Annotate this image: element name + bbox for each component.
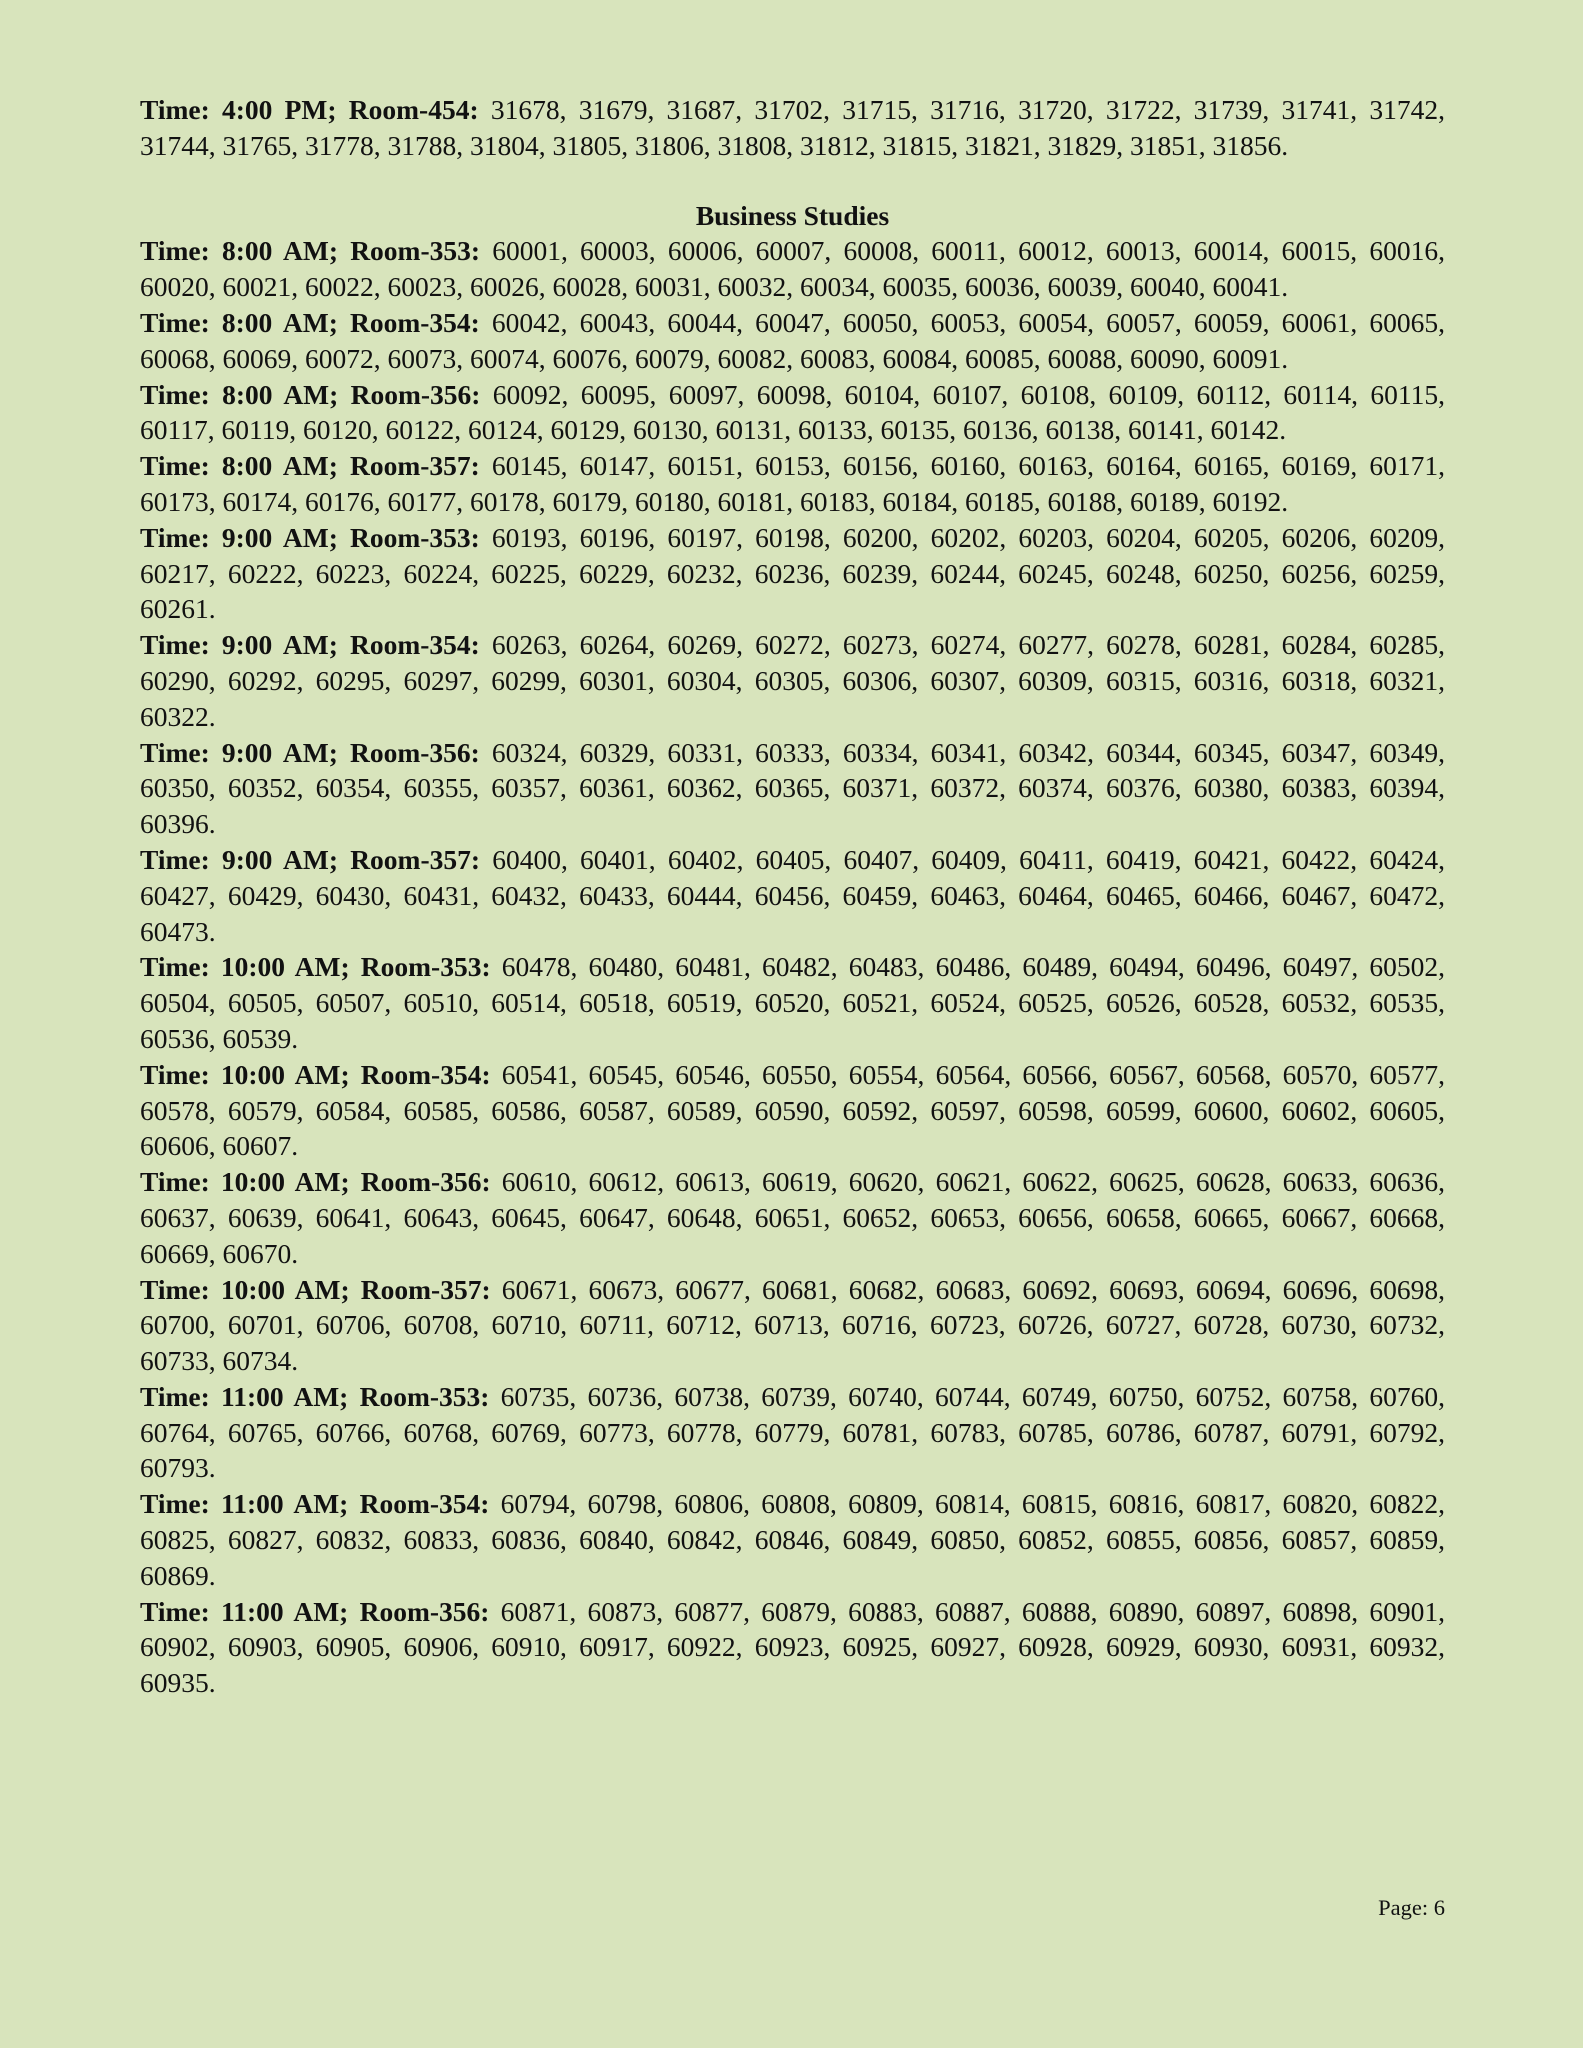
schedule-entry-label: Time: 11:00 AM; Room-356: bbox=[140, 1595, 490, 1627]
schedule-entry-label: Time: 8:00 AM; Room-353: bbox=[140, 235, 481, 267]
schedule-entry-rolls: 60042, 60043, 60044, 60047, 60050, 60053, 60054, 60057, 60059, 60061, 60065, 60068, 60069, 60072, 60073, 60074, 60076, 60079, 60082, 60083, 60084, 60085, 60088, 60090, 60091. bbox=[140, 306, 1445, 374]
schedule-entry bbox=[140, 1164, 1445, 1271]
schedule-entry-label: Time: 8:00 AM; Room-354: bbox=[140, 306, 480, 338]
schedule-entry bbox=[140, 520, 1445, 627]
page-number: Page: 6 bbox=[1378, 1895, 1445, 1920]
schedule-entry-rolls: 31678, 31679, 31687, 31702, 31715, 31716, 31720, 31722, 31739, 31741, 31742, 31744, 31765, 31778, 31788, 31804, 31805, 31806, 31808, 31812, 31815, 31821, 31829, 31851, 31856. bbox=[140, 94, 1446, 161]
schedule-entry bbox=[140, 233, 1445, 305]
schedule-entry bbox=[140, 1594, 1445, 1701]
schedule-entry-label: Time: 9:00 AM; Room-354: bbox=[140, 629, 480, 661]
schedule-entry-label: Time: 4:00 PM; Room-454: bbox=[140, 94, 479, 125]
schedule-entry bbox=[140, 1057, 1445, 1164]
schedule-entry-rolls: 60671, 60673, 60677, 60681, 60682, 60683, 60692, 60693, 60694, 60696, 60698, 60700, 60701, 60706, 60708, 60710, 60711, 60712, 60713, 60716, 60723, 60726, 60727, 60728, 60730, 60732, 60733, 60734. bbox=[140, 1273, 1445, 1377]
schedule-entry-rolls: 60478, 60480, 60481, 60482, 60483, 60486, 60489, 60494, 60496, 60497, 60502, 60504, 60505, 60507, 60510, 60514, 60518, 60519, 60520, 60521, 60524, 60525, 60526, 60528, 60532, 60535, 60536, 60539. bbox=[140, 951, 1445, 1054]
schedule-entry bbox=[140, 1379, 1445, 1486]
schedule-entry bbox=[140, 92, 1445, 164]
schedule-entry-rolls: 60001, 60003, 60006, 60007, 60008, 60011, 60012, 60013, 60014, 60015, 60016, 60020, 60021, 60022, 60023, 60026, 60028, 60031, 60032, 60034, 60035, 60036, 60039, 60040, 60041. bbox=[140, 235, 1445, 303]
schedule-entry bbox=[140, 448, 1445, 520]
schedule-entry-rolls: 60610, 60612, 60613, 60619, 60620, 60621, 60622, 60625, 60628, 60633, 60636, 60637, 60639, 60641, 60643, 60645, 60647, 60648, 60651, 60652, 60653, 60656, 60658, 60665, 60667, 60668, 60669, 60670. bbox=[140, 1166, 1445, 1269]
schedule-entry bbox=[140, 735, 1445, 842]
schedule-entry-rolls: 60735, 60736, 60738, 60739, 60740, 60744, 60749, 60750, 60752, 60758, 60760, 60764, 60765, 60766, 60768, 60769, 60773, 60778, 60779, 60781, 60783, 60785, 60786, 60787, 60791, 60792, 60793. bbox=[140, 1380, 1446, 1484]
schedule-entry bbox=[140, 1272, 1445, 1379]
schedule-entry-rolls: 60541, 60545, 60546, 60550, 60554, 60564, 60566, 60567, 60568, 60570, 60577, 60578, 60579, 60584, 60585, 60586, 60587, 60589, 60590, 60592, 60597, 60598, 60599, 60600, 60602, 60605, 60606, 60607. bbox=[140, 1058, 1445, 1162]
schedule-entry-label: Time: 11:00 AM; Room-354: bbox=[140, 1488, 490, 1520]
page-content bbox=[140, 92, 1445, 1701]
schedule-entry-rolls: 60324, 60329, 60331, 60333, 60334, 60341, 60342, 60344, 60345, 60347, 60349, 60350, 60352, 60354, 60355, 60357, 60361, 60362, 60365, 60371, 60372, 60374, 60376, 60380, 60383, 60394, 60396. bbox=[140, 736, 1445, 840]
schedule-entry-label: Time: 10:00 AM; Room-356: bbox=[140, 1166, 491, 1198]
schedule-entry-label: Time: 10:00 AM; Room-353: bbox=[140, 951, 491, 983]
schedule-entry-label: Time: 10:00 AM; Room-357: bbox=[140, 1273, 491, 1305]
schedule-entry-rolls: 60092, 60095, 60097, 60098, 60104, 60107, 60108, 60109, 60112, 60114, 60115, 60117, 60119, 60120, 60122, 60124, 60129, 60130, 60131, 60133, 60135, 60136, 60138, 60141, 60142. bbox=[140, 378, 1445, 446]
schedule-entry-label: Time: 9:00 AM; Room-356: bbox=[140, 736, 480, 768]
schedule-entry-rolls: 60871, 60873, 60877, 60879, 60883, 60887, 60888, 60890, 60897, 60898, 60901, 60902, 60903, 60905, 60906, 60910, 60917, 60922, 60923, 60925, 60927, 60928, 60929, 60930, 60931, 60932, 60935. bbox=[140, 1595, 1446, 1699]
schedule-entry-label: Time: 9:00 AM; Room-353: bbox=[140, 521, 480, 553]
schedule-entry-label: Time: 8:00 AM; Room-356: bbox=[140, 378, 481, 410]
schedule-entry bbox=[140, 1486, 1445, 1593]
schedule-entry-label: Time: 11:00 AM; Room-353: bbox=[140, 1380, 490, 1412]
schedule-entry bbox=[140, 377, 1445, 449]
schedule-entry bbox=[140, 949, 1445, 1056]
schedule-entry-rolls: 60400, 60401, 60402, 60405, 60407, 60409, 60411, 60419, 60421, 60422, 60424, 60427, 60429, 60430, 60431, 60432, 60433, 60444, 60456, 60459, 60463, 60464, 60465, 60466, 60467, 60472, 60473. bbox=[140, 843, 1445, 947]
schedule-entry bbox=[140, 842, 1445, 949]
schedule-entry-label: Time: 10:00 AM; Room-354: bbox=[140, 1058, 491, 1090]
schedule-entry bbox=[140, 627, 1445, 734]
schedule-entry-rolls: 60794, 60798, 60806, 60808, 60809, 60814, 60815, 60816, 60817, 60820, 60822, 60825, 60827, 60832, 60833, 60836, 60840, 60842, 60846, 60849, 60850, 60852, 60855, 60856, 60857, 60859, 60869. bbox=[140, 1488, 1446, 1591]
schedule-entry-rolls: 60263, 60264, 60269, 60272, 60273, 60274, 60277, 60278, 60281, 60284, 60285, 60290, 60292, 60295, 60297, 60299, 60301, 60304, 60305, 60306, 60307, 60309, 60315, 60316, 60318, 60321, 60322. bbox=[140, 629, 1445, 732]
section-heading: Business Studies bbox=[695, 199, 890, 231]
schedule-entry-rolls: 60145, 60147, 60151, 60153, 60156, 60160, 60163, 60164, 60165, 60169, 60171, 60173, 60174, 60176, 60177, 60178, 60179, 60180, 60181, 60183, 60184, 60185, 60188, 60189, 60192. bbox=[140, 450, 1445, 517]
schedule-entry bbox=[140, 305, 1445, 377]
schedule-entry-label: Time: 9:00 AM; Room-357: bbox=[140, 843, 481, 875]
schedule-entry-rolls: 60193, 60196, 60197, 60198, 60200, 60202, 60203, 60204, 60205, 60206, 60209, 60217, 60222, 60223, 60224, 60225, 60229, 60232, 60236, 60239, 60244, 60245, 60248, 60250, 60256, 60259, 60261. bbox=[140, 521, 1445, 625]
schedule-entry-label: Time: 8:00 AM; Room-357: bbox=[140, 450, 480, 482]
